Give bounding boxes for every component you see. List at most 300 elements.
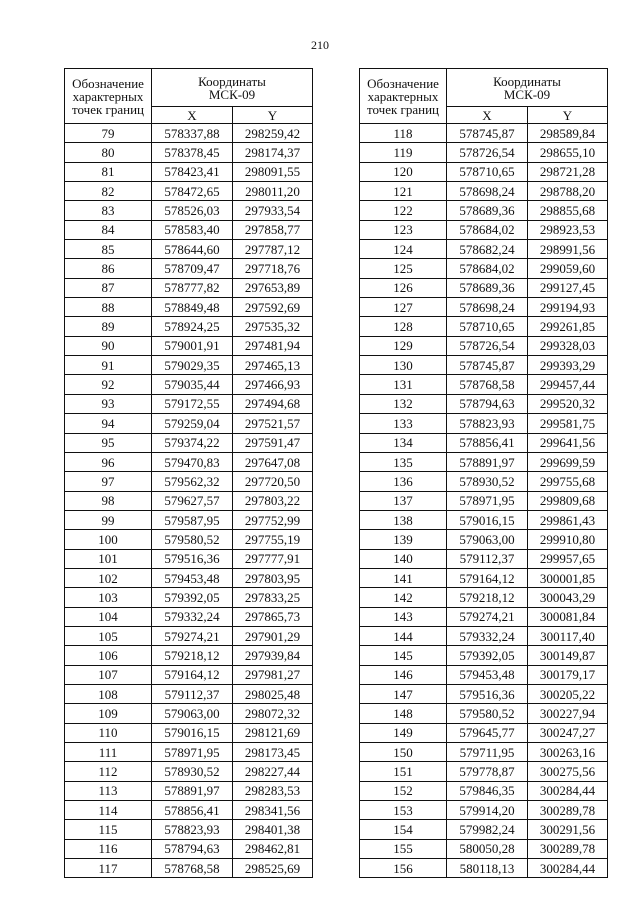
point-number-cell: 107: [65, 665, 152, 684]
point-number-cell: 144: [360, 626, 447, 645]
x-coordinate-cell: 579392,05: [447, 646, 528, 665]
point-number-cell: 86: [65, 259, 152, 278]
x-coordinate-cell: 578971,95: [152, 743, 233, 762]
point-number-cell: 85: [65, 240, 152, 259]
point-number-cell: 101: [65, 549, 152, 568]
point-number-cell: 96: [65, 452, 152, 471]
y-coordinate-cell: 298462,81: [233, 839, 313, 858]
point-number-cell: 111: [65, 743, 152, 762]
point-number-cell: 84: [65, 220, 152, 239]
y-coordinate-cell: 299520,32: [528, 394, 608, 413]
point-number-cell: 97: [65, 472, 152, 491]
y-coordinate-cell: 297901,29: [233, 626, 313, 645]
x-coordinate-cell: 578726,54: [447, 143, 528, 162]
point-number-cell: 87: [65, 278, 152, 297]
y-coordinate-cell: 299641,56: [528, 433, 608, 452]
table-row: [360, 356, 608, 375]
x-column-header: X: [152, 107, 233, 124]
point-number-cell: 149: [360, 723, 447, 742]
y-coordinate-cell: 298283,53: [233, 781, 313, 800]
table-row: [360, 336, 608, 355]
point-number-cell: 131: [360, 375, 447, 394]
table-row: [65, 684, 313, 703]
y-coordinate-cell: 299581,75: [528, 414, 608, 433]
table-row: [65, 510, 313, 529]
y-coordinate-cell: 300117,40: [528, 626, 608, 645]
point-number-cell: 155: [360, 839, 447, 858]
x-coordinate-cell: 578689,36: [447, 201, 528, 220]
y-coordinate-cell: 297535,32: [233, 317, 313, 336]
table-row: [65, 472, 313, 491]
y-coordinate-cell: 298991,56: [528, 240, 608, 259]
point-number-cell: 118: [360, 124, 447, 143]
table-row: [65, 530, 313, 549]
y-coordinate-cell: 297752,99: [233, 510, 313, 529]
y-coordinate-cell: 299393,29: [528, 356, 608, 375]
x-coordinate-cell: 579112,37: [447, 549, 528, 568]
x-coordinate-cell: 578337,88: [152, 124, 233, 143]
y-coordinate-cell: 297777,91: [233, 549, 313, 568]
x-coordinate-cell: 578971,95: [447, 491, 528, 510]
y-coordinate-cell: 298923,53: [528, 220, 608, 239]
table-row: [65, 626, 313, 645]
designation-header: [360, 69, 447, 124]
left-table-body: [65, 124, 313, 878]
x-coordinate-cell: 579274,21: [152, 626, 233, 645]
table-row: [360, 684, 608, 703]
table-row: [65, 143, 313, 162]
y-coordinate-cell: 300081,84: [528, 607, 608, 626]
point-number-cell: 79: [65, 124, 152, 143]
table-row: [360, 240, 608, 259]
point-number-cell: 137: [360, 491, 447, 510]
x-coordinate-cell: 579453,48: [447, 665, 528, 684]
point-number-cell: 147: [360, 684, 447, 703]
table-row: [65, 452, 313, 471]
x-coordinate-cell: 578849,48: [152, 298, 233, 317]
y-coordinate-cell: 297591,47: [233, 433, 313, 452]
y-coordinate-cell: 298401,38: [233, 820, 313, 839]
point-number-cell: 143: [360, 607, 447, 626]
designation-header: [65, 69, 152, 124]
point-number-cell: 151: [360, 762, 447, 781]
table-row: [65, 336, 313, 355]
designation-header-line: характерных: [367, 88, 439, 104]
x-coordinate-cell: 579516,36: [152, 549, 233, 568]
table-row: [360, 646, 608, 665]
x-coordinate-cell: 578472,65: [152, 182, 233, 201]
y-coordinate-cell: 300001,85: [528, 568, 608, 587]
table-row: [360, 665, 608, 684]
table-row: [360, 143, 608, 162]
point-number-cell: 146: [360, 665, 447, 684]
y-coordinate-cell: 299059,60: [528, 259, 608, 278]
x-coordinate-cell: 578698,24: [447, 182, 528, 201]
table-row: [65, 820, 313, 839]
table-row: [360, 588, 608, 607]
designation-header-line: характерных: [72, 88, 144, 104]
point-number-cell: 99: [65, 510, 152, 529]
x-coordinate-cell: 578423,41: [152, 162, 233, 181]
point-number-cell: 94: [65, 414, 152, 433]
x-coordinate-cell: 579914,20: [447, 801, 528, 820]
x-coordinate-cell: 579063,00: [152, 704, 233, 723]
x-coordinate-cell: 578644,60: [152, 240, 233, 259]
y-coordinate-cell: 297787,12: [233, 240, 313, 259]
y-coordinate-cell: 297755,19: [233, 530, 313, 549]
y-coordinate-cell: 300227,94: [528, 704, 608, 723]
coordinates-header-line: Координаты: [493, 73, 561, 89]
y-coordinate-cell: 300289,78: [528, 801, 608, 820]
x-coordinate-cell: 578856,41: [152, 801, 233, 820]
table-row: [360, 220, 608, 239]
coordinates-table-right: [359, 68, 608, 878]
x-coordinate-cell: 578745,87: [447, 124, 528, 143]
point-number-cell: 83: [65, 201, 152, 220]
table-row: [65, 317, 313, 336]
table-row: [65, 220, 313, 239]
point-number-cell: 133: [360, 414, 447, 433]
x-coordinate-cell: 579392,05: [152, 588, 233, 607]
y-coordinate-cell: 297803,95: [233, 568, 313, 587]
table-row: [360, 278, 608, 297]
coordinates-header: [447, 69, 608, 107]
x-coordinate-cell: 580118,13: [447, 859, 528, 878]
x-coordinate-cell: 579711,95: [447, 743, 528, 762]
y-coordinate-cell: 298072,32: [233, 704, 313, 723]
table-row: [360, 704, 608, 723]
y-coordinate-cell: 298589,84: [528, 124, 608, 143]
x-coordinate-cell: 578768,58: [447, 375, 528, 394]
x-coordinate-cell: 578526,03: [152, 201, 233, 220]
point-number-cell: 115: [65, 820, 152, 839]
x-coordinate-cell: 579374,22: [152, 433, 233, 452]
table-row: [65, 588, 313, 607]
y-coordinate-cell: 300149,87: [528, 646, 608, 665]
table-row: [65, 568, 313, 587]
y-coordinate-cell: 297521,57: [233, 414, 313, 433]
point-number-cell: 135: [360, 452, 447, 471]
coordinates-header: [152, 69, 313, 107]
point-number-cell: 82: [65, 182, 152, 201]
point-number-cell: 119: [360, 143, 447, 162]
y-coordinate-cell: 300275,56: [528, 762, 608, 781]
table-row: [65, 491, 313, 510]
y-coordinate-cell: 298011,20: [233, 182, 313, 201]
x-coordinate-cell: 578745,87: [447, 356, 528, 375]
table-row: [360, 201, 608, 220]
table-row: [360, 762, 608, 781]
point-number-cell: 93: [65, 394, 152, 413]
y-coordinate-cell: 297865,73: [233, 607, 313, 626]
y-coordinate-cell: 300179,17: [528, 665, 608, 684]
y-coordinate-cell: 298173,45: [233, 743, 313, 762]
y-coordinate-cell: 300263,16: [528, 743, 608, 762]
y-coordinate-cell: 298174,37: [233, 143, 313, 162]
y-coordinate-cell: 299809,68: [528, 491, 608, 510]
x-coordinate-cell: 578726,54: [447, 336, 528, 355]
x-coordinate-cell: 579218,12: [447, 588, 528, 607]
point-number-cell: 108: [65, 684, 152, 703]
x-coordinate-cell: 578378,45: [152, 143, 233, 162]
table-row: [360, 162, 608, 181]
point-number-cell: 128: [360, 317, 447, 336]
y-coordinate-cell: 298121,69: [233, 723, 313, 742]
point-number-cell: 152: [360, 781, 447, 800]
point-number-cell: 130: [360, 356, 447, 375]
point-number-cell: 89: [65, 317, 152, 336]
y-coordinate-cell: 299957,65: [528, 549, 608, 568]
table-row: [65, 646, 313, 665]
table-row: [65, 723, 313, 742]
x-coordinate-cell: 578709,47: [152, 259, 233, 278]
y-coordinate-cell: 297833,25: [233, 588, 313, 607]
x-coordinate-cell: 578823,93: [447, 414, 528, 433]
table-row: [65, 839, 313, 858]
x-coordinate-cell: 579112,37: [152, 684, 233, 703]
x-coordinate-cell: 579562,32: [152, 472, 233, 491]
table-row: [360, 568, 608, 587]
y-coordinate-cell: 298525,69: [233, 859, 313, 878]
table-row: [65, 240, 313, 259]
point-number-cell: 98: [65, 491, 152, 510]
y-coordinate-cell: 297803,22: [233, 491, 313, 510]
x-coordinate-cell: 579274,21: [447, 607, 528, 626]
table-row: [360, 549, 608, 568]
point-number-cell: 142: [360, 588, 447, 607]
table-row: [65, 859, 313, 878]
y-coordinate-cell: 297858,77: [233, 220, 313, 239]
x-coordinate-cell: 579470,83: [152, 452, 233, 471]
point-number-cell: 117: [65, 859, 152, 878]
table-row: [360, 801, 608, 820]
coordinates-table-left: [64, 68, 313, 878]
table-row: [360, 414, 608, 433]
point-number-cell: 132: [360, 394, 447, 413]
table-row: [65, 607, 313, 626]
point-number-cell: 88: [65, 298, 152, 317]
x-coordinate-cell: 578710,65: [447, 317, 528, 336]
table-row: [65, 375, 313, 394]
table-row: [360, 182, 608, 201]
x-coordinate-cell: 579016,15: [447, 510, 528, 529]
table-row: [360, 124, 608, 143]
table-row: [360, 607, 608, 626]
x-coordinate-cell: 578924,25: [152, 317, 233, 336]
point-number-cell: 81: [65, 162, 152, 181]
x-coordinate-cell: 579035,44: [152, 375, 233, 394]
x-coordinate-cell: 579172,55: [152, 394, 233, 413]
table-row: [65, 162, 313, 181]
x-coordinate-cell: 579332,24: [447, 626, 528, 645]
x-coordinate-cell: 579164,12: [152, 665, 233, 684]
coordinates-header-line: МСК-09: [208, 86, 256, 102]
y-coordinate-cell: 297465,13: [233, 356, 313, 375]
table-row: [65, 781, 313, 800]
designation-header-line: Обозначение: [367, 75, 439, 91]
point-number-cell: 153: [360, 801, 447, 820]
designation-header-line: точек границ: [71, 101, 145, 117]
table-row: [65, 704, 313, 723]
x-coordinate-cell: 578777,82: [152, 278, 233, 297]
x-coordinate-cell: 579332,24: [152, 607, 233, 626]
table-row: [65, 201, 313, 220]
point-number-cell: 138: [360, 510, 447, 529]
table-row: [65, 394, 313, 413]
y-coordinate-cell: 300043,29: [528, 588, 608, 607]
page-number: 210: [311, 38, 329, 52]
x-coordinate-cell: 578891,97: [152, 781, 233, 800]
point-number-cell: 103: [65, 588, 152, 607]
x-coordinate-cell: 578930,52: [152, 762, 233, 781]
x-coordinate-cell: 579580,52: [152, 530, 233, 549]
point-number-cell: 106: [65, 646, 152, 665]
y-coordinate-cell: 299861,43: [528, 510, 608, 529]
x-coordinate-cell: 578583,40: [152, 220, 233, 239]
table-row: [65, 433, 313, 452]
x-coordinate-cell: 579259,04: [152, 414, 233, 433]
y-coordinate-cell: 300289,78: [528, 839, 608, 858]
x-coordinate-cell: 579029,35: [152, 356, 233, 375]
x-coordinate-cell: 579778,87: [447, 762, 528, 781]
point-number-cell: 141: [360, 568, 447, 587]
x-coordinate-cell: 578794,63: [447, 394, 528, 413]
y-coordinate-cell: 299699,59: [528, 452, 608, 471]
point-number-cell: 145: [360, 646, 447, 665]
x-coordinate-cell: 579218,12: [152, 646, 233, 665]
point-number-cell: 95: [65, 433, 152, 452]
y-coordinate-cell: 297481,94: [233, 336, 313, 355]
point-number-cell: 136: [360, 472, 447, 491]
point-number-cell: 123: [360, 220, 447, 239]
table-row: [65, 298, 313, 317]
x-coordinate-cell: 578891,97: [447, 452, 528, 471]
x-coordinate-cell: 579580,52: [447, 704, 528, 723]
point-number-cell: 109: [65, 704, 152, 723]
y-coordinate-cell: 298341,56: [233, 801, 313, 820]
table-row: [360, 743, 608, 762]
point-number-cell: 120: [360, 162, 447, 181]
table-row: [65, 762, 313, 781]
y-coordinate-cell: 297466,93: [233, 375, 313, 394]
x-coordinate-cell: 578698,24: [447, 298, 528, 317]
table-row: [360, 626, 608, 645]
x-coordinate-cell: 579627,57: [152, 491, 233, 510]
point-number-cell: 114: [65, 801, 152, 820]
point-number-cell: 134: [360, 433, 447, 452]
y-coordinate-cell: 298721,28: [528, 162, 608, 181]
table-row: [360, 375, 608, 394]
y-coordinate-cell: 297647,08: [233, 452, 313, 471]
x-coordinate-cell: 579982,24: [447, 820, 528, 839]
y-coordinate-cell: 299127,45: [528, 278, 608, 297]
point-number-cell: 110: [65, 723, 152, 742]
table-row: [360, 859, 608, 878]
right-table-body: [360, 124, 608, 878]
point-number-cell: 113: [65, 781, 152, 800]
y-coordinate-cell: 300247,27: [528, 723, 608, 742]
point-number-cell: 154: [360, 820, 447, 839]
table-row: [360, 491, 608, 510]
y-coordinate-cell: 298025,48: [233, 684, 313, 703]
x-coordinate-cell: 579645,77: [447, 723, 528, 742]
coordinates-header-line: МСК-09: [503, 86, 551, 102]
coordinates-header-line: Координаты: [198, 73, 266, 89]
point-number-cell: 121: [360, 182, 447, 201]
y-coordinate-cell: 298091,55: [233, 162, 313, 181]
point-number-cell: 126: [360, 278, 447, 297]
point-number-cell: 104: [65, 607, 152, 626]
y-coordinate-cell: 298227,44: [233, 762, 313, 781]
y-coordinate-cell: 297494,68: [233, 394, 313, 413]
table-row: [360, 530, 608, 549]
point-number-cell: 139: [360, 530, 447, 549]
point-number-cell: 91: [65, 356, 152, 375]
x-coordinate-cell: 579453,48: [152, 568, 233, 587]
point-number-cell: 148: [360, 704, 447, 723]
point-number-cell: 124: [360, 240, 447, 259]
y-coordinate-cell: 300284,44: [528, 859, 608, 878]
table-row: [360, 317, 608, 336]
y-coordinate-cell: 297718,76: [233, 259, 313, 278]
x-coordinate-cell: 578930,52: [447, 472, 528, 491]
point-number-cell: 125: [360, 259, 447, 278]
table-row: [65, 549, 313, 568]
point-number-cell: 129: [360, 336, 447, 355]
designation-header-line: Обозначение: [72, 75, 144, 91]
y-coordinate-cell: 297933,54: [233, 201, 313, 220]
table-row: [65, 182, 313, 201]
x-column-header: X: [447, 107, 528, 124]
point-number-cell: 102: [65, 568, 152, 587]
table-row: [360, 510, 608, 529]
x-coordinate-cell: 580050,28: [447, 839, 528, 858]
table-row: [65, 259, 313, 278]
point-number-cell: 140: [360, 549, 447, 568]
y-coordinate-cell: 297981,27: [233, 665, 313, 684]
point-number-cell: 105: [65, 626, 152, 645]
x-coordinate-cell: 578684,02: [447, 220, 528, 239]
y-coordinate-cell: 299328,03: [528, 336, 608, 355]
point-number-cell: 80: [65, 143, 152, 162]
point-number-cell: 156: [360, 859, 447, 878]
y-coordinate-cell: 297720,50: [233, 472, 313, 491]
table-row: [65, 278, 313, 297]
x-coordinate-cell: 578823,93: [152, 820, 233, 839]
y-coordinate-cell: 297939,84: [233, 646, 313, 665]
point-number-cell: 150: [360, 743, 447, 762]
table-row: [360, 259, 608, 278]
x-coordinate-cell: 578794,63: [152, 839, 233, 858]
y-column-header: Y: [233, 107, 313, 124]
point-number-cell: 90: [65, 336, 152, 355]
x-coordinate-cell: 578768,58: [152, 859, 233, 878]
table-row: [65, 743, 313, 762]
x-coordinate-cell: 578856,41: [447, 433, 528, 452]
point-number-cell: 127: [360, 298, 447, 317]
table-row: [360, 781, 608, 800]
x-coordinate-cell: 578710,65: [447, 162, 528, 181]
table-row: [360, 472, 608, 491]
x-coordinate-cell: 578682,24: [447, 240, 528, 259]
table-row: [360, 839, 608, 858]
table-row: [360, 433, 608, 452]
y-coordinate-cell: 299261,85: [528, 317, 608, 336]
y-coordinate-cell: 298655,10: [528, 143, 608, 162]
y-coordinate-cell: 300284,44: [528, 781, 608, 800]
x-coordinate-cell: 578684,02: [447, 259, 528, 278]
y-coordinate-cell: 298788,20: [528, 182, 608, 201]
